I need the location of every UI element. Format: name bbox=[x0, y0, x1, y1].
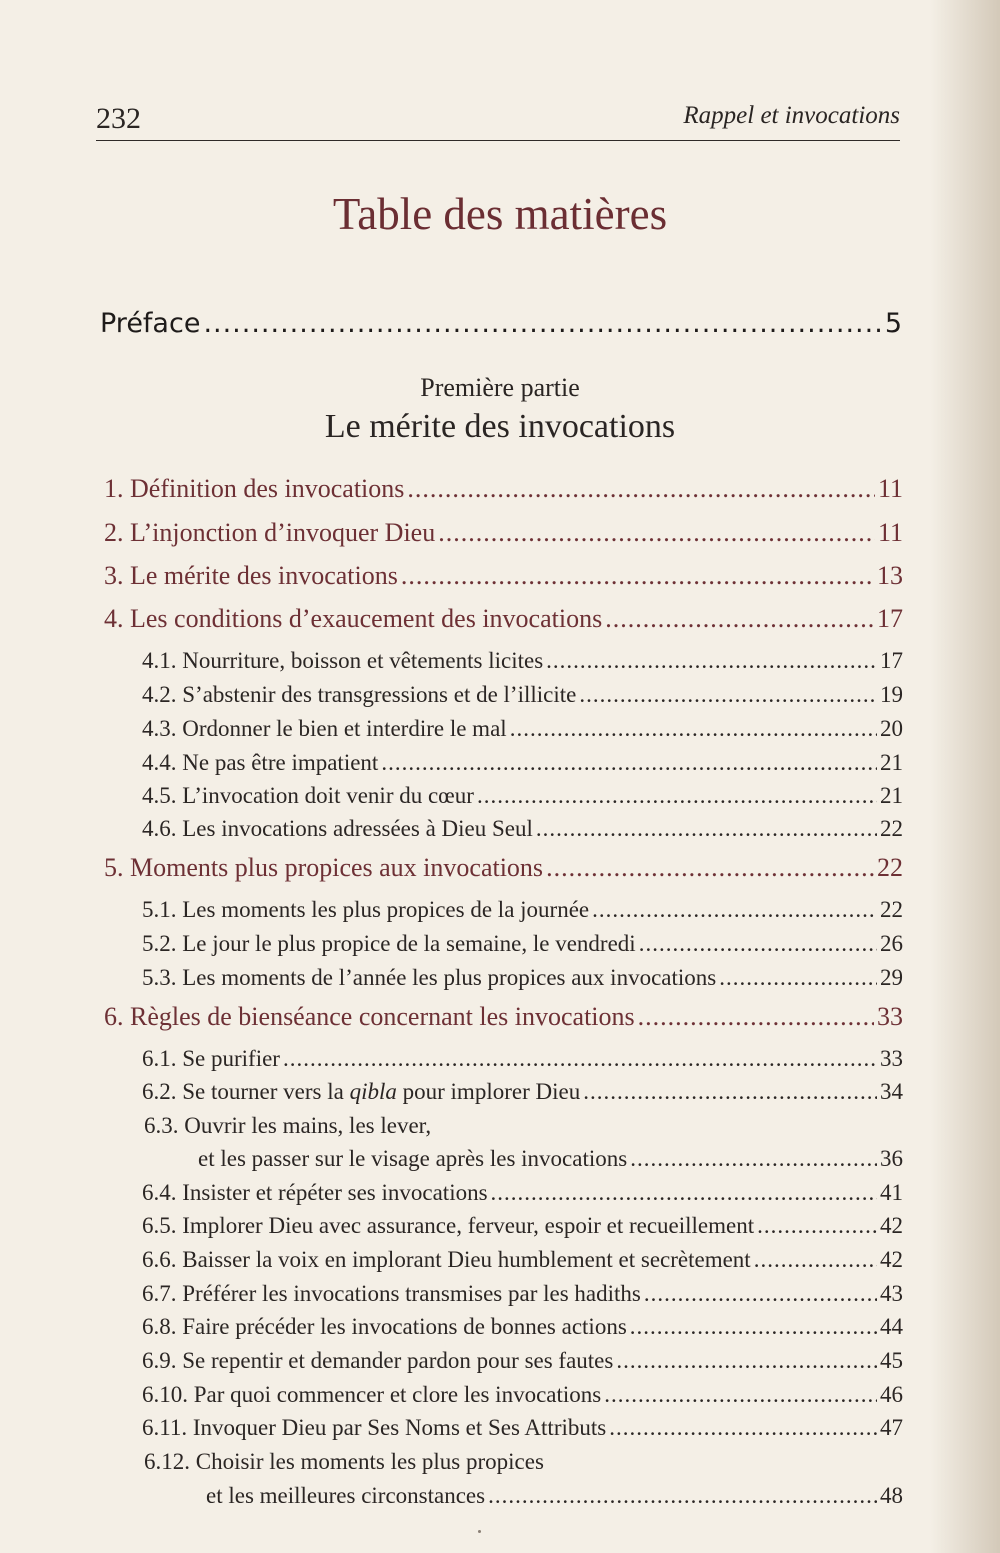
page-header bbox=[96, 96, 900, 141]
dot-leader bbox=[754, 1247, 877, 1273]
toc-entry-label: 6.11. Invoquer Dieu par Ses Noms et Ses Attributs bbox=[142, 1415, 607, 1440]
toc-entry-label: 4.5. L’invocation doit venir du cœur bbox=[142, 783, 474, 808]
toc-entry-label: 4.6. Les invocations adressées à Dieu Seul bbox=[142, 816, 533, 841]
toc-entry-label: 6.1. Se purifier bbox=[142, 1046, 280, 1071]
toc-entry-page: 48 bbox=[880, 1483, 903, 1508]
toc-section bbox=[142, 816, 903, 842]
toc-entry-label: 5.2. Le jour le plus propice de la semaine, le vendredi bbox=[142, 931, 636, 956]
toc-chapter bbox=[104, 474, 903, 504]
dot-leader bbox=[605, 604, 874, 634]
dot-leader bbox=[488, 1483, 877, 1509]
toc-entry-page: 46 bbox=[880, 1382, 903, 1407]
toc-section bbox=[142, 1180, 903, 1206]
dot-leader bbox=[283, 1046, 877, 1072]
dot-leader bbox=[630, 1146, 877, 1172]
toc-entry-label-part: 6.2. Se tourner vers la bbox=[142, 1079, 350, 1104]
toc-entry-page: 21 bbox=[880, 750, 903, 775]
dot-leader bbox=[579, 682, 877, 708]
toc-entry-label: 5. Moments plus propices aux invocations bbox=[104, 853, 544, 882]
dot-leader bbox=[719, 965, 877, 991]
toc-section bbox=[142, 750, 903, 776]
toc-entry-page: 22 bbox=[880, 816, 903, 841]
dot-leader bbox=[592, 897, 877, 923]
toc-section bbox=[142, 1281, 903, 1307]
toc-section bbox=[142, 1213, 903, 1239]
toc-chapter bbox=[104, 518, 903, 548]
dot-leader bbox=[491, 1180, 877, 1206]
dot-leader bbox=[546, 853, 874, 883]
dot-leader bbox=[438, 518, 875, 548]
toc-entry-page: 11 bbox=[877, 518, 903, 547]
toc-entry-page: 22 bbox=[880, 897, 903, 922]
toc-section bbox=[142, 1247, 903, 1273]
toc-entry-label-part: pour implorer Dieu bbox=[396, 1079, 581, 1104]
toc-entry-page: 41 bbox=[880, 1180, 903, 1205]
toc-entry-label: 4.2. S’abstenir des transgressions et de l’illicite bbox=[142, 682, 577, 707]
dot-leader bbox=[583, 1079, 877, 1105]
toc-entry-label: 6.9. Se repentir et demander pardon pour ses fautes bbox=[142, 1348, 614, 1373]
toc-section bbox=[142, 1415, 903, 1441]
toc-section bbox=[142, 1348, 903, 1374]
toc-entry-label: Préface bbox=[100, 308, 201, 339]
dot-leader bbox=[638, 1002, 874, 1032]
dot-leader bbox=[203, 308, 881, 339]
dot-leader bbox=[609, 1415, 877, 1441]
toc-chapter bbox=[104, 561, 903, 591]
dot-leader bbox=[616, 1348, 877, 1374]
toc-chapter bbox=[104, 853, 903, 883]
toc-entry-label: 4. Les conditions d’exaucement des invocations bbox=[104, 604, 603, 633]
toc-section-continuation bbox=[198, 1146, 903, 1172]
toc-entry-label: 6.6. Baisser la voix en implorant Dieu humblement et secrètement bbox=[142, 1247, 751, 1272]
dot-leader bbox=[757, 1213, 877, 1239]
toc-entry-label: 1. Définition des invocations bbox=[104, 474, 405, 503]
toc-section-first-line: 6.12. Choisir les moments les plus propices bbox=[144, 1449, 544, 1474]
toc-entry-page: 22 bbox=[877, 853, 903, 882]
toc-entry-label: 6.5. Implorer Dieu avec assurance, ferveur, espoir et recueillement bbox=[142, 1213, 755, 1238]
toc-entry-page: 29 bbox=[880, 965, 903, 990]
toc-section bbox=[142, 897, 903, 923]
dot-leader bbox=[407, 474, 875, 504]
toc-entry-label: 6.4. Insister et répéter ses invocations bbox=[142, 1180, 488, 1205]
toc-entry-page: 13 bbox=[877, 561, 903, 590]
toc-entry-label: 5.3. Les moments de l’année les plus propices aux invocations bbox=[142, 965, 717, 990]
toc-section bbox=[142, 931, 903, 957]
toc-entry-page: 43 bbox=[880, 1281, 903, 1306]
toc-entry-label: 6.10. Par quoi commencer et clore les invocations bbox=[142, 1382, 602, 1407]
dot-leader bbox=[536, 816, 877, 842]
toc-section bbox=[142, 648, 903, 674]
toc-section bbox=[142, 716, 903, 742]
toc-entry-page: 34 bbox=[880, 1079, 903, 1104]
part-kicker: Première partie bbox=[420, 373, 580, 402]
toc-section bbox=[142, 1079, 903, 1105]
dot-leader bbox=[630, 1314, 877, 1340]
page-title: Table des matières bbox=[332, 189, 668, 239]
dot-leader bbox=[639, 931, 877, 957]
toc-chapter bbox=[104, 1002, 903, 1032]
dot-leader bbox=[510, 716, 877, 742]
dot-leader bbox=[644, 1281, 877, 1307]
toc-entry-label: 3. Le mérite des invocations bbox=[104, 561, 398, 590]
toc-entry-page: 47 bbox=[880, 1415, 903, 1440]
toc-section bbox=[142, 1046, 903, 1072]
italic-term: qibla bbox=[349, 1079, 397, 1104]
toc-section bbox=[142, 682, 903, 708]
toc-entry-page: 20 bbox=[880, 716, 903, 741]
toc-entry-page: 45 bbox=[880, 1348, 903, 1373]
toc-entry-page: 33 bbox=[877, 1002, 903, 1031]
toc-entry-label: et les passer sur le visage après les invocations bbox=[198, 1146, 628, 1171]
print-speck bbox=[478, 1530, 481, 1533]
toc-section bbox=[142, 1382, 903, 1408]
toc-entry-label bbox=[142, 1079, 580, 1105]
toc-entry-label: 4.4. Ne pas être impatient bbox=[142, 750, 379, 775]
toc-entry-page: 17 bbox=[877, 604, 903, 633]
toc-entry-preface bbox=[100, 308, 902, 339]
toc-entry-page: 19 bbox=[880, 682, 903, 707]
toc-section bbox=[142, 1314, 903, 1340]
dot-leader bbox=[546, 648, 877, 674]
toc-chapter bbox=[104, 604, 903, 634]
toc-entry-page: 21 bbox=[880, 783, 903, 808]
toc-section bbox=[142, 783, 903, 809]
toc-entry-label: et les meilleures circonstances bbox=[206, 1483, 486, 1508]
toc-entry-page: 11 bbox=[877, 474, 903, 503]
dot-leader bbox=[401, 561, 874, 591]
page-number: 232 bbox=[96, 102, 141, 135]
part-title: Le mérite des invocations bbox=[324, 408, 676, 445]
toc-section bbox=[142, 965, 903, 991]
dot-leader bbox=[381, 750, 877, 776]
toc-entry-page: 36 bbox=[880, 1146, 903, 1171]
toc-entry-label: 6.8. Faire précéder les invocations de bonnes actions bbox=[142, 1314, 627, 1339]
toc-entry-label: 2. L’injonction d’invoquer Dieu bbox=[104, 518, 436, 547]
toc-entry-label: 6.7. Préférer les invocations transmises par les hadiths bbox=[142, 1281, 641, 1306]
toc-entry-label: 4.1. Nourriture, boisson et vêtements licites bbox=[142, 648, 544, 673]
toc-entry-page: 33 bbox=[880, 1046, 903, 1071]
toc-entry-page: 44 bbox=[880, 1314, 903, 1339]
toc-section-first-line: 6.3. Ouvrir les mains, les lever, bbox=[144, 1113, 432, 1138]
toc-entry-label: 6. Règles de bienséance concernant les invocations bbox=[104, 1002, 635, 1031]
dot-leader bbox=[604, 1382, 877, 1408]
toc-entry-label: 4.3. Ordonner le bien et interdire le mal bbox=[142, 716, 507, 741]
toc-entry-page: 17 bbox=[880, 648, 903, 673]
toc-entry-page: 5 bbox=[884, 308, 902, 339]
running-head: Rappel et invocations bbox=[683, 102, 900, 129]
toc-entry-page: 42 bbox=[880, 1213, 903, 1238]
dot-leader bbox=[477, 783, 877, 809]
toc-section-continuation bbox=[206, 1483, 903, 1509]
toc-entry-page: 42 bbox=[880, 1247, 903, 1272]
toc-entry-page: 26 bbox=[880, 931, 903, 956]
toc-entry-label: 5.1. Les moments les plus propices de la journée bbox=[142, 897, 590, 922]
